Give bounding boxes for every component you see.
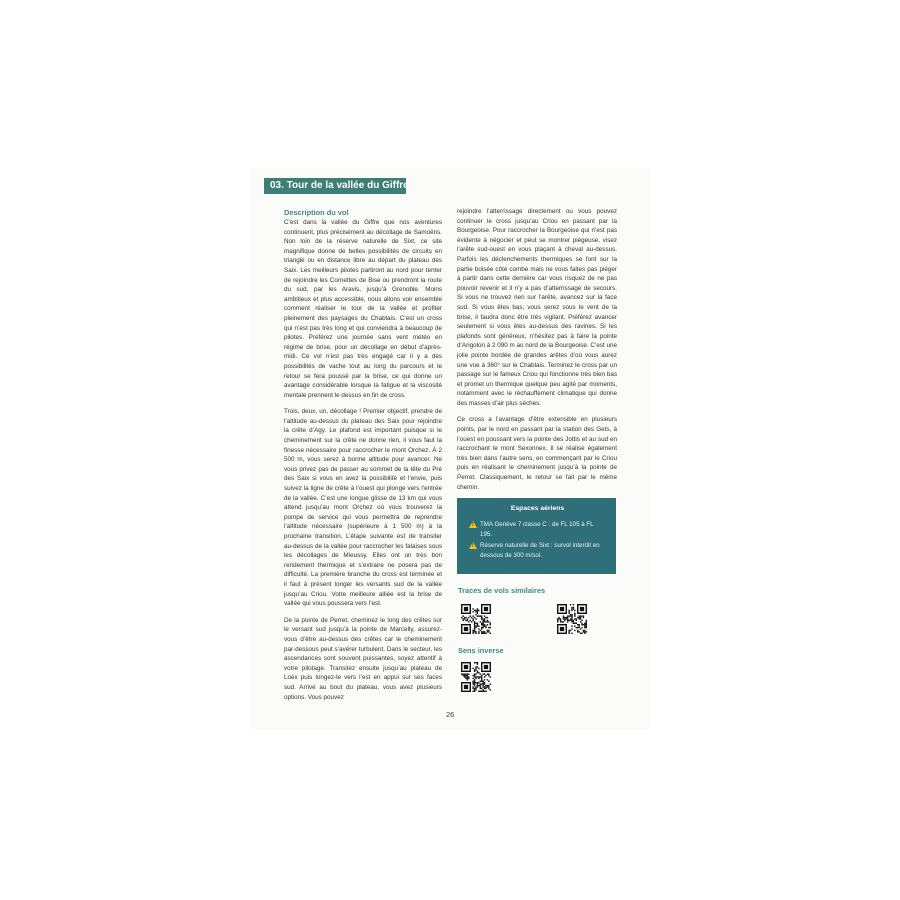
description-subhead: Description du vol <box>284 208 349 217</box>
paragraph: rejoindre l’atterrissage directement ou vous pouvez continuer le cross jusqu’au Criou en passant par la Bourgeoise. Pour raccrocher la Bourgeoise qui n’est pas évidente à négocier et peut se montrer piégeuse, visez l’arête sud-ouest en vous plaçant à cheval au-dessus. Parfois les déclenchements thermiques se font sur la partie boisée côté combe mais ne vous faites pas piéger à partir dans cette dernière car vous risquez de ne pas pouvoir revenir et il n’y a pas d’atterrissage de secours. Si vous ne trouvez rien sur l’arête, avancez sur la face sud. Si vous êtes bas, vous serez sous le vent de la brise, il faudra donc être très vigilant. Préférez avancer seulement si vous êtes au-dessus des ravines. Si les plafonds sont généreux, n’hésitez pas à faire la pointe d’Angolon à 2 090 m au nord de la Bourgeoise. C’est une jolie pointe bordée de grandes arêtes d’où vous aurez une vue à 360° sur le Chablais. Terminez le cross par un passage sur le fameux Criou qui fonctionne très bien bas et promet un thermique quelque peu agité par moments, notamment avec le réchauffement climatique qui donne des masses d’air plus sèches. <box>457 208 617 407</box>
airspace-box <box>457 498 616 574</box>
airspace-item <box>469 541 606 560</box>
qr-code-icon[interactable] <box>557 604 587 634</box>
paragraph: Trois, deux, un, décollage ! Premier objectif, prendre de l’altitude au-dessus du plateau des Saix pour rejoindre la crête d’Agy. Le plafond est important puisque si le cheminement sur la crête ne donne rien, il vous faut la finesse nécessaire pour raccrocher le mont Orchez. À 2 500 m, vous serez à bonne altitude pour avancer. Ne vous privez pas de passer au sommet de la tête du Pré des Saix si vous en avez la possibilité et l’envie, puis suivez la ligne de crête à l’ouest qui plonge vers l’entrée de la vallée. C’est une longue glisse de 13 km qui vous attend jusqu’au mont Orchez où vous trouverez la pompe de service qui vous permettra de reprendre l’altitude nécessaire (supérieure à 1 500 m) à la prochaine transition. L’étape suivante est de transiter au-dessus de la vallée pour raccrocher les falaises sous les décollages de Mieussy. Elles ont un très bon rendement thermique et s’extraire ne posera pas de difficulté. La première branche du cross est terminée et il faut à présent longer les versants sud de la vallée jusqu’au Criou. Votre meilleure alliée est la brise de vallée qui vous poussera vers l’est. <box>284 408 442 608</box>
chapter-title: 03. Tour de la vallée du Giffre <box>264 178 406 194</box>
paragraph: Ce cross a l’avantage d’être extensible en plusieurs points, par le nord en passant par la station des Gets, à l’ouest en poussant vers la pointe des Jottis et au sud en raccrochant le mont Sexonnex. Il se réalise également très bien dans l’autre sens, en commençant par le Criou puis en réalisant le cheminement jusqu’à la pointe de Perret. Classiquement, le retour se fait par le même chemin. <box>457 416 617 491</box>
qr-code-icon[interactable] <box>461 604 491 634</box>
left-column <box>284 208 442 709</box>
reverse-heading: Sens inverse <box>458 646 504 655</box>
page-number: 26 <box>446 710 455 719</box>
qr-code-icon[interactable] <box>461 662 491 692</box>
paragraph: C’est dans la vallée du Giffre que nos aventures continuent, plus précisément au décollage de Samoëns. Non loin de la réserve naturelle de Sixt, ce site magnifique donne de belles possibilités de circuits en triangle ou en distance libre au départ du plateau des Saix. Les meilleurs pilotes partiront au nord pour tenter de rejoindre les Cornettes de Bise ou prendront la route du sud, par les Aravis, jusqu’à Grenoble. Moins ambitieux et plus accessible, nous allons voir ensemble comment réaliser le tour de la vallée et profiter pleinement des paysages du Chablais. C’est un cross qui n’est pas très long et qui conviendra à beaucoup de pilotes. Préférez une journée sans vent météo en régime de brise, pour un décollage en début d’après-midi. Ce vol n’est pas très engagé car il y a des possibilités de vache tout au long du parcours et le retour se fera poussé par la brise, ce qui donne un avantage considérable lorsque la fatigue et la viscosité mentale prennent le dessus en fin de cross. <box>284 219 442 399</box>
similar-tracks-heading: Traces de vols similaires <box>458 586 546 595</box>
airspace-item <box>469 520 606 539</box>
airspace-item-text: TMA Genève 7 classe C : de FL 105 à FL 195. <box>480 521 594 538</box>
airspace-title: Espaces aériens <box>510 505 565 512</box>
warning-icon <box>469 542 477 549</box>
warning-icon <box>469 521 477 528</box>
right-column <box>457 207 617 499</box>
airspace-item-text: Réserve naturelle de Sixt : survol interdit en dessous de 300 m/sol. <box>480 542 600 559</box>
paragraph: De la pointe de Perret, cheminez le long des crêtes sur le versant sud jusqu’à la pointe de Marcelly, assurez-vous d’être au-dessus des crêtes car le cheminement par-dessous peut s’avérer turbulent. Dans le secteur, les ascendances sont souvent puissantes, soyez attentif à votre pilotage. Transitez ensuite jusqu’au plateau de Loex puis longez-le vers l’est en appui sur ses faces sud. Arrivé au bout du plateau, vous avez plusieurs options. Vous pouvez <box>284 616 442 701</box>
